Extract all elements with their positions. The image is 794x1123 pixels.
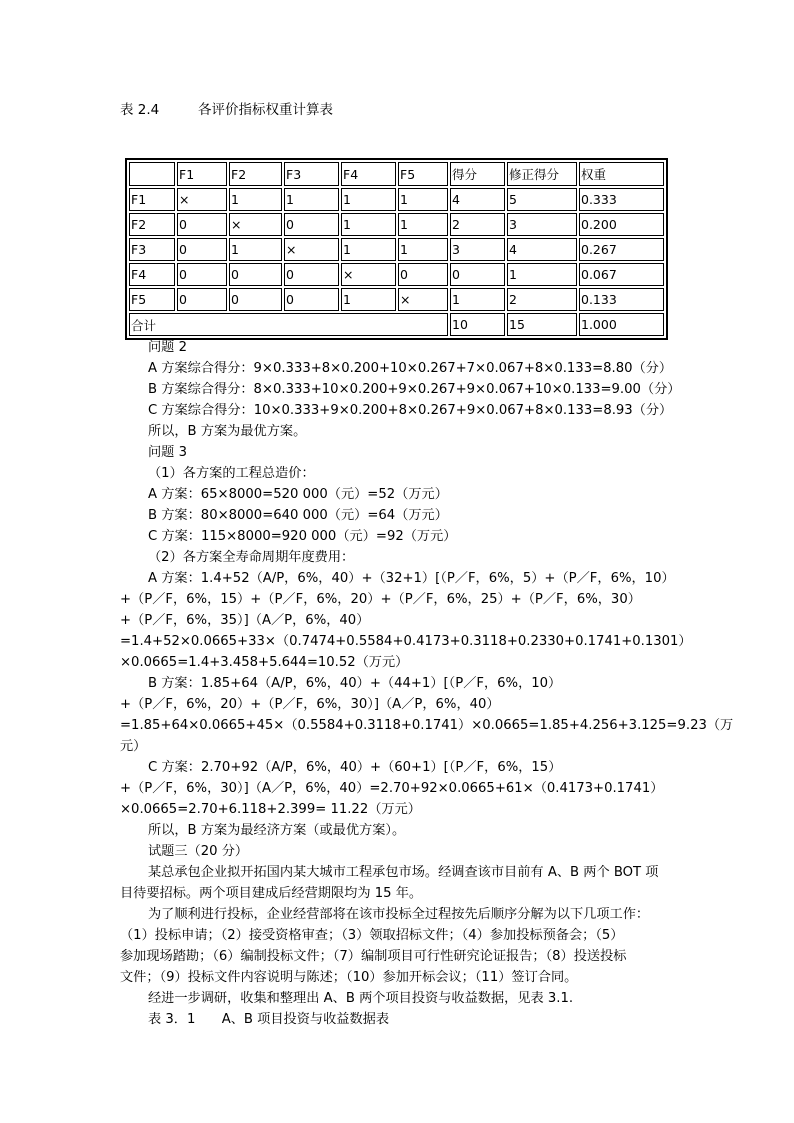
- table-total-row: [129, 313, 664, 336]
- table-cell: 0: [284, 213, 339, 236]
- table-cell: F4: [129, 263, 175, 286]
- text-line: 表 3．1 A、B 项目投资与收益数据表: [148, 1012, 390, 1027]
- header-cell: F1: [177, 162, 227, 186]
- header-cell: F2: [229, 162, 282, 186]
- total-label: 合计: [129, 313, 448, 336]
- text-line: B 方案综合得分：8×0.333+10×0.200+9×0.267+9×0.067+10×0.133=9.00（分）: [148, 382, 681, 397]
- text-line: =1.4+52×0.0665+33×（0.7474+0.5584+0.4173+0.3118+0.2330+0.1741+0.1301）: [120, 634, 692, 649]
- table-cell: 0.333: [579, 188, 664, 211]
- text-line: （2）各方案全寿命周期年度费用：: [148, 550, 355, 565]
- text-line: C 方案：115×8000=920 000（元）=92（万元）: [148, 529, 457, 544]
- text-line: 参加现场踏勘；（6）编制投标文件；（7）编制项目可行性研究论证报告；（8）投送投标: [120, 949, 627, 964]
- table-cell: 1: [341, 188, 396, 211]
- text-line: 文件；（9）投标文件内容说明与陈述；（10）参加开标会议；（11）签订合同。: [120, 970, 578, 985]
- table-cell: F3: [129, 238, 175, 261]
- table-cell: 0: [284, 288, 339, 311]
- total-adjusted: 15: [507, 313, 577, 336]
- table-cell: F5: [129, 288, 175, 311]
- table-row: [129, 238, 664, 261]
- text-line: A 方案：1.4+52（A/P，6%，40）+（32+1）[（P／F，6%，5）+（P／F，6%，10）: [148, 571, 675, 586]
- table-header-row: [129, 162, 664, 186]
- table-cell: ×: [398, 288, 448, 311]
- table-cell: 3: [450, 238, 505, 261]
- table-title: 各评价指标权重计算表: [198, 102, 333, 118]
- table-row: [129, 263, 664, 286]
- text-line: +（P／F，6%，15）+（P／F，6%，20）+（P／F，6%，25）+（P／F，6%，30）: [120, 592, 641, 607]
- total-score: 10: [450, 313, 505, 336]
- table-caption: [120, 98, 333, 118]
- table-cell: 2: [450, 213, 505, 236]
- text-line: C 方案：2.70+92（A/P，6%，40）+（60+1）[（P／F，6%，15）: [148, 760, 562, 775]
- table-cell: F1: [129, 188, 175, 211]
- table-row: [129, 188, 664, 211]
- text-line: A 方案：65×8000=520 000（元）=52（万元）: [148, 487, 448, 502]
- table-cell: 0.200: [579, 213, 664, 236]
- text-line: 所以，B 方案为最优方案。: [148, 424, 307, 439]
- table-cell: 1: [229, 188, 282, 211]
- text-line: A 方案综合得分：9×0.333+8×0.200+10×0.267+7×0.067+8×0.133=8.80（分）: [148, 361, 673, 376]
- text-line: 所以，B 方案为最经济方案（或最优方案）。: [148, 823, 406, 838]
- text-line: +（P／F，6%，30）]（A／P，6%，40）=2.70+92×0.0665+61×（0.4173+0.1741）: [120, 781, 664, 796]
- header-cell: 得分: [450, 162, 505, 186]
- table-cell: 0: [177, 238, 227, 261]
- table-cell: 0: [398, 263, 448, 286]
- text-line: 试题三（20 分）: [148, 844, 249, 859]
- table-cell: 0: [177, 288, 227, 311]
- weight-table: [125, 158, 668, 340]
- table-row: [129, 288, 664, 311]
- text-line: （1）各方案的工程总造价：: [148, 466, 315, 481]
- table-cell: 1: [284, 188, 339, 211]
- table-cell: 0: [177, 263, 227, 286]
- table-cell: 4: [450, 188, 505, 211]
- text-line: 问题 2: [148, 340, 187, 355]
- header-cell: [129, 162, 175, 186]
- text-line: ×0.0665=2.70+6.118+2.399= 11.22（万元）: [120, 802, 421, 817]
- table-row: [129, 213, 664, 236]
- table-cell: 2: [507, 288, 577, 311]
- text-line: （1）投标申请；（2）接受资格审查；（3）领取招标文件；（4）参加投标预备会；（5）: [120, 928, 624, 943]
- table-cell: ×: [177, 188, 227, 211]
- text-line: =1.85+64×0.0665+45×（0.5584+0.3118+0.1741）×0.0665=1.85+4.256+3.125=9.23（万: [120, 718, 734, 733]
- text-line: B 方案：1.85+64（A/P，6%，40）+（44+1）[（P／F，6%，10）: [148, 676, 562, 691]
- text-line: 目待要招标。两个项目建成后经营期限均为 15 年。: [120, 886, 423, 901]
- table-cell: 1: [341, 288, 396, 311]
- header-cell: 修正得分: [507, 162, 577, 186]
- table-cell: 1: [398, 188, 448, 211]
- table-cell: 1: [341, 238, 396, 261]
- text-line: 某总承包企业拟开拓国内某大城市工程承包市场。经调查该市目前有 A、B 两个 BOT 项: [148, 865, 659, 880]
- text-line: 经进一步调研，收集和整理出 A、B 两个项目投资与收益数据，见表 3.1.: [148, 991, 574, 1006]
- text-line: B 方案：80×8000=640 000（元）=64（万元）: [148, 508, 448, 523]
- table-cell: 1: [229, 238, 282, 261]
- total-weight: 1.000: [579, 313, 664, 336]
- text-line: 问题 3: [148, 445, 187, 460]
- table-cell: ×: [341, 263, 396, 286]
- table-cell: 0.067: [579, 263, 664, 286]
- table-cell: 1: [398, 238, 448, 261]
- table-cell: 1: [450, 288, 505, 311]
- table-cell: 4: [507, 238, 577, 261]
- table-cell: 0: [229, 288, 282, 311]
- table-cell: 0: [450, 263, 505, 286]
- text-line: 为了顺利进行投标，企业经营部将在该市投标全过程按先后顺序分解为以下几项工作：: [148, 907, 650, 922]
- header-cell: 权重: [579, 162, 664, 186]
- table-cell: ×: [229, 213, 282, 236]
- header-cell: F3: [284, 162, 339, 186]
- text-line: +（P／F，6%，20）+（P／F，6%，30）]（A／P，6%，40）: [120, 697, 500, 712]
- text-line: ×0.0665=1.4+3.458+5.644=10.52（万元）: [120, 655, 409, 670]
- table-cell: 0: [229, 263, 282, 286]
- table-cell: ×: [284, 238, 339, 261]
- table-cell: F2: [129, 213, 175, 236]
- table-number: 表 2.4: [120, 102, 160, 118]
- header-cell: F5: [398, 162, 448, 186]
- table-cell: 1: [341, 213, 396, 236]
- table-cell: 0: [284, 263, 339, 286]
- table-cell: 5: [507, 188, 577, 211]
- text-line: C 方案综合得分：10×0.333+9×0.200+8×0.267+9×0.067+8×0.133=8.93（分）: [148, 403, 673, 418]
- table-cell: 1: [507, 263, 577, 286]
- text-line: +（P／F，6%，35）]（A／P，6%，40）: [120, 613, 370, 628]
- table-cell: 0.267: [579, 238, 664, 261]
- table-cell: 3: [507, 213, 577, 236]
- table-cell: 0: [177, 213, 227, 236]
- table-cell: 1: [398, 213, 448, 236]
- text-line: 元）: [120, 739, 147, 754]
- table-cell: 0.133: [579, 288, 664, 311]
- header-cell: F4: [341, 162, 396, 186]
